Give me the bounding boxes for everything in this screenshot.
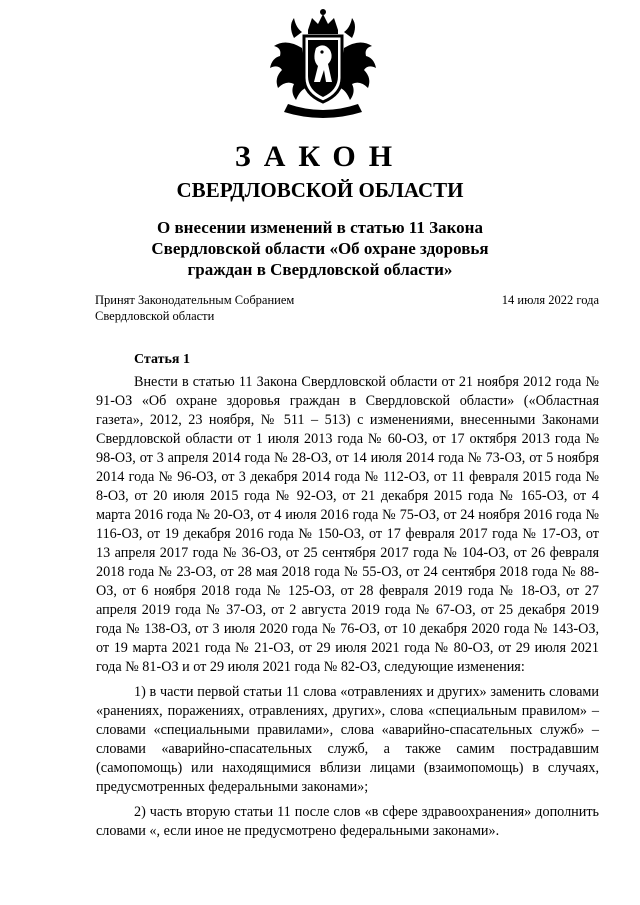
article-body <box>96 373 599 841</box>
adopted-by <box>95 292 294 324</box>
article-title: Статья 1 <box>134 352 190 367</box>
article-paragraph: 2) часть вторую статьи 11 после слов «в сфере здравоохранения» дополнить словами «, если иное не предусмотрено федеральными законами». <box>96 804 599 839</box>
coat-of-arms-emblem <box>264 8 382 120</box>
adopted-by-line: Принят Законодательным Собранием <box>95 293 295 307</box>
article-paragraph: 1) в части первой статьи 11 слова «отравлениях и других» заменить словами «ранениях, поражениях, отравлениях, других», слова «специальным правилом» – словами «специальными правилами», слова «аварийно-спасательных служб» – словами «аварийно-спасательных служб, а также самим пострадавшим (самопомощь) или находящимися вблизи лицами (взаимопомощь) в случаях, предусмотренных федеральными законами»; <box>96 684 599 795</box>
law-heading <box>120 217 520 280</box>
law-heading-line: О внесении изменений в статью 11 Закона <box>157 218 483 237</box>
law-heading-line: граждан в Свердловской области» <box>187 260 453 279</box>
law-heading-line: Свердловской области «Об охране здоровья <box>151 239 489 258</box>
adoption-date: 14 июля 2022 года <box>501 293 599 307</box>
law-title: ЗАКОН <box>234 140 406 173</box>
article-paragraph: Внести в статью 11 Закона Свердловской области от 21 ноября 2012 года № 91-ОЗ «Об охране здоровья граждан в Свердловской области» («Областная газета», 2012, 23 ноября, № 511 – 513) с изменениями, внесенными Законами Свердловской области от 1 июля 2013 года № 60-ОЗ, от 17 октября 2013 года № 98-ОЗ, от 3 апреля 2014 года № 28-ОЗ, от 14 июля 2014 года № 73-ОЗ, от 5 ноября 2014 года № 96-ОЗ, от 3 декабря 2014 года № 112-ОЗ, от 11 февраля 2015 года № 8-ОЗ, от 20 июля 2015 года № 92-ОЗ, от 21 декабря 2015 года № 165-ОЗ, от 4 марта 2016 года № 20-ОЗ, от 4 июля 2016 года № 75-ОЗ, от 24 ноября 2016 года № 116-ОЗ, от 19 декабря 2016 года № 150-ОЗ, от 17 февраля 2017 года № 17-ОЗ, от 13 апреля 2017 года № 36-ОЗ, от 25 сентября 2017 года № 104-ОЗ, от 26 февраля 2018 года № 23-ОЗ, от 28 мая 2018 года № 55-ОЗ, от 24 сентября 2018 года № 88-ОЗ, от 6 ноября 2018 года № 125-ОЗ, от 28 февраля 2019 года № 18-ОЗ, от 27 апреля 2019 года № 37-ОЗ, от 2 августа 2019 года № 67-ОЗ, от 25 декабря 2019 года № 138-ОЗ, от 3 июля 2020 года № 76-ОЗ, от 10 декабря 2020 года № 143-ОЗ, от 19 марта 2021 года № 21-ОЗ, от 29 июля 2021 года № 80-ОЗ, от 29 июля 2021 года № 81-ОЗ и от 29 июля 2021 года № 82-ОЗ, следующие изменения: <box>96 374 599 675</box>
law-region-subtitle: СВЕРДЛОВСКОЙ ОБЛАСТИ <box>176 178 464 202</box>
adopted-by-line: Свердловской области <box>95 309 215 323</box>
